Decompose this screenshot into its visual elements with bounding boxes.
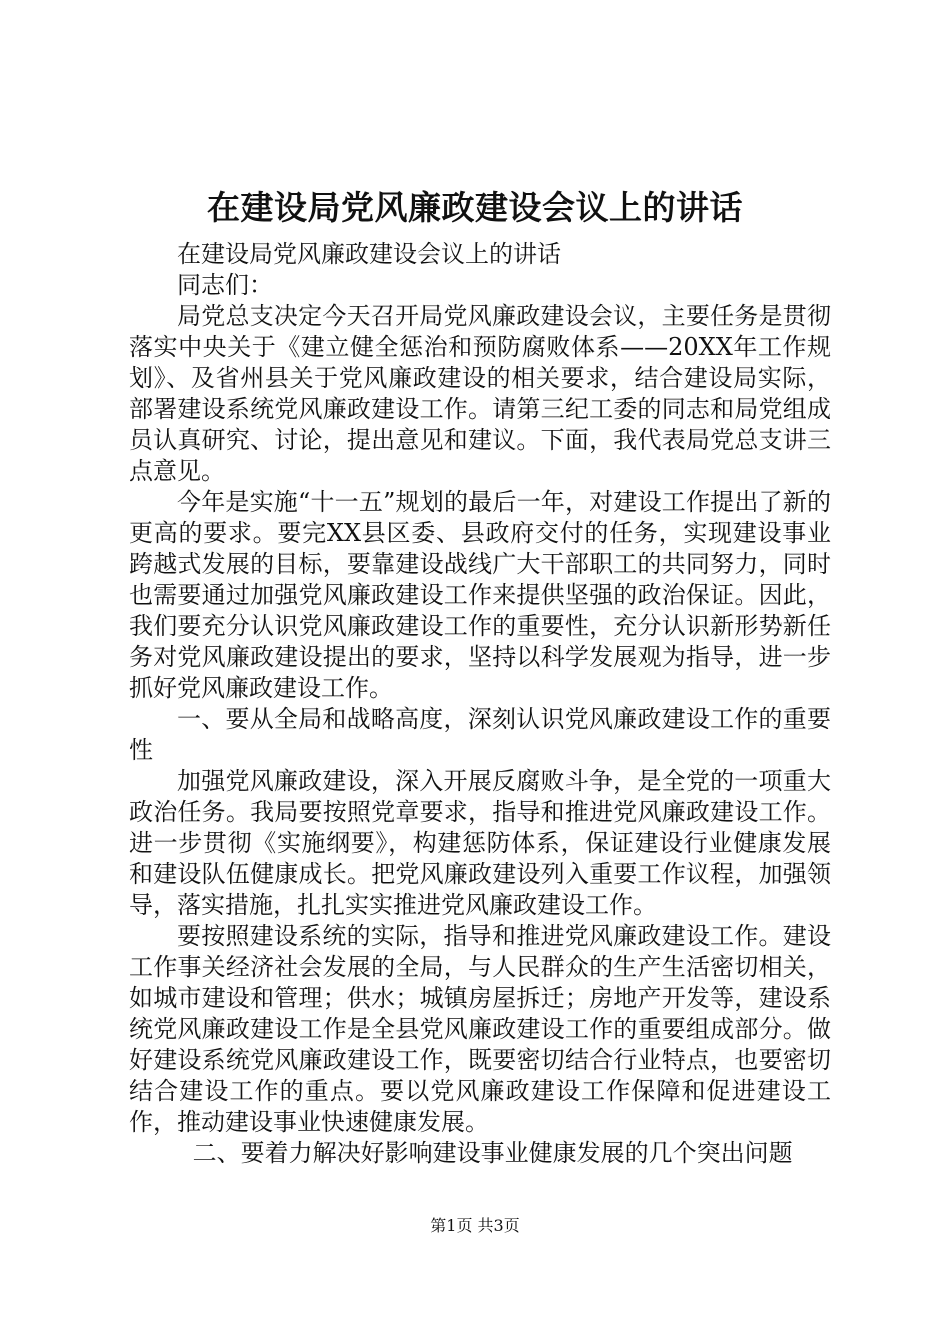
section-heading-1: 一、要从全局和战略高度，深刻认识党风廉政建设工作的重要性 — [129, 705, 831, 764]
section-heading-2: 二、要着力解决好影响建设事业健康发展的几个突出问题 — [192, 1139, 793, 1167]
paragraph-salutation: 同志们： — [177, 271, 273, 299]
document-body — [129, 239, 831, 1169]
paragraph-section1-b: 要按照建设系统的实际，指导和推进党风廉政建设工作。建设工作事关经济社会发展的全局，与人民群众的生产生活密切相关，如城市建设和管理；供水；城镇房屋拆迁；房地产开发等，建设系统党风廉政建设工作是全县党风廉政建设工作的重要组成部分。做好建设系统党风廉政建设工作，既要密切结合行业特点，也要密切结合建设工作的重点。要以党风廉政建设工作保障和促进建设工作，推动建设事业快速健康发展。 — [129, 922, 831, 1136]
paragraph-subtitle: 在建设局党风廉政建设会议上的讲话 — [177, 240, 561, 268]
page-footer: 第1页 共3页 — [430, 1216, 520, 1235]
paragraph-section1-a: 加强党风廉政建设，深入开展反腐败斗争，是全党的一项重大政治任务。我局要按照党章要求，指导和推进党风廉政建设工作。进一步贯彻《实施纲要》，构建惩防体系，保证建设行业健康发展和建设队伍健康成长。把党风廉政建设列入重要工作议程，加强领导，落实措施，扎扎实实推进党风廉政建设工作。 — [129, 767, 831, 919]
page-title: 在建设局党风廉政建设会议上的讲话 — [207, 188, 743, 227]
paragraph-intro: 局党总支决定今天召开局党风廉政建设会议，主要任务是贯彻落实中央关于《建立健全惩治和预防腐败体系——20XX年工作规划》、及省州县关于党风廉政建设的相关要求，结合建设局实际，部署建设系统党风廉政建设工作。请第三纪工委的同志和局党组成员认真研究、讨论，提出意见和建议。下面，我代表局党总支讲三点意见。 — [129, 302, 831, 485]
paragraph-context: 今年是实施“十一五”规划的最后一年，对建设工作提出了新的更高的要求。要完XX县区委、县政府交付的任务，实现建设事业跨越式发展的目标，要靠建设战线广大干部职工的共同努力，同时也需要通过加强党风廉政建设工作来提供坚强的政治保证。因此，我们要充分认识党风廉政建设工作的重要性，充分认识新形势新任务对党风廉政建设提出的要求，坚持以科学发展观为指导，进一步抓好党风廉政建设工作。 — [129, 488, 831, 702]
